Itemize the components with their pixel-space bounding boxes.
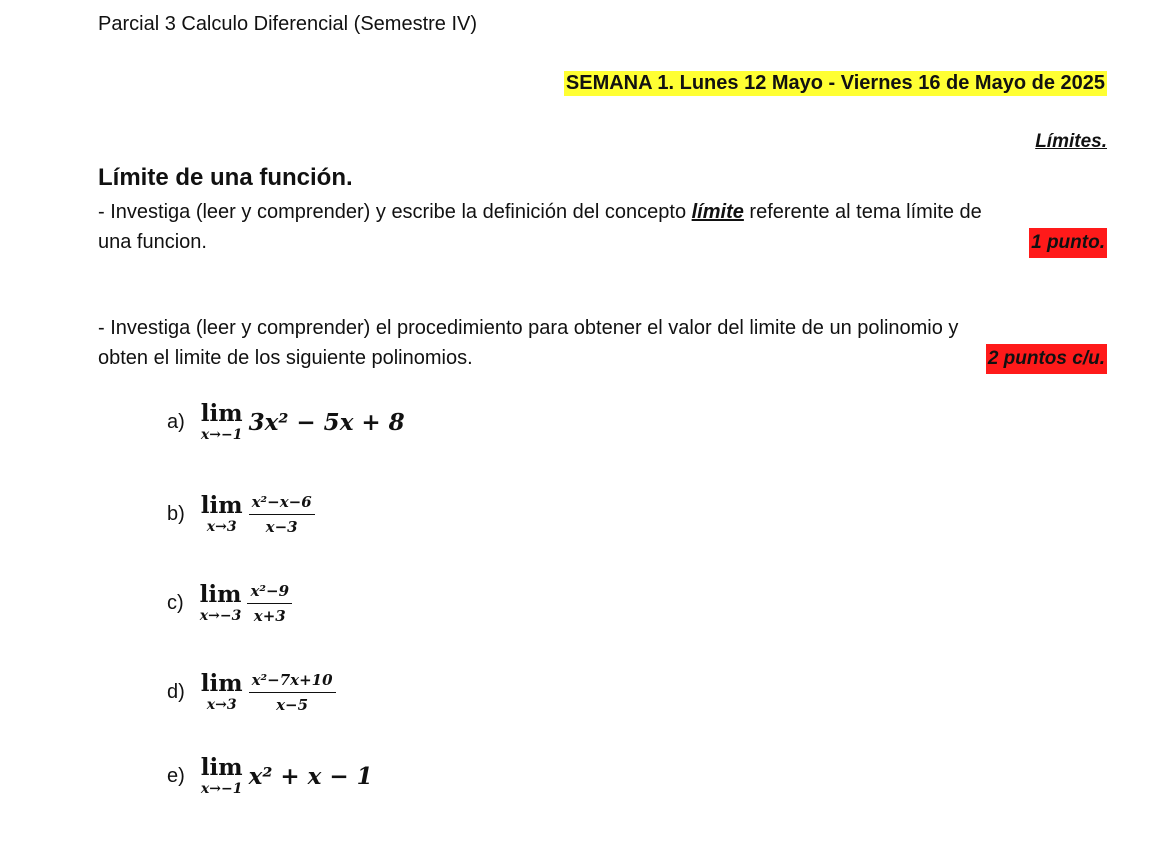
question-text	[98, 197, 982, 227]
denominator: x−5	[276, 695, 309, 714]
lim-word: lim	[200, 670, 243, 697]
question-line	[98, 197, 1107, 227]
lim-word: lim	[200, 400, 243, 427]
points-badge: 1 punto.	[1029, 228, 1107, 258]
exercise-label: d)	[167, 680, 185, 703]
limit-operator	[200, 582, 242, 624]
question-line	[98, 227, 1107, 258]
fraction	[247, 581, 292, 626]
limit-operator	[201, 493, 243, 535]
question-text-suffix: referente al tema límite de	[743, 201, 982, 223]
numerator: x²−x−6	[249, 492, 315, 515]
question-text: obten el limite de los siguiente polinomios.	[98, 347, 473, 369]
limit-operator	[201, 401, 243, 443]
points-badge: 2 puntos c/u.	[986, 344, 1107, 374]
limit-approach: x→3	[206, 697, 237, 713]
limit-expression: x² + x − 1	[248, 762, 373, 790]
week-banner: SEMANA 1. Lunes 12 Mayo - Viernes 16 de Mayo de 2025	[565, 72, 1105, 94]
exercise-b	[167, 484, 315, 544]
topic-label: Límites.	[1035, 131, 1107, 152]
question-line	[98, 343, 1107, 374]
denominator: x+3	[253, 606, 286, 625]
limit-operator	[201, 671, 243, 713]
document-header: Parcial 3 Calculo Diferencial (Semestre IV)	[98, 13, 478, 35]
exercise-label: e)	[167, 764, 185, 787]
exercise-label: a)	[167, 410, 185, 433]
question-polynomial-limits	[98, 313, 1107, 374]
limit-approach: x→−1	[200, 781, 243, 797]
question-text-prefix: - Investiga (leer y comprender) y escribe la definición del concepto	[98, 201, 692, 223]
question-line	[98, 313, 1107, 343]
lim-word: lim	[200, 754, 243, 781]
exercise-d	[167, 662, 336, 722]
fraction	[249, 670, 336, 715]
fraction	[249, 492, 315, 537]
lim-word: lim	[200, 492, 243, 519]
exercise-c	[167, 573, 292, 633]
lim-word: lim	[199, 581, 242, 608]
denominator: x−3	[265, 517, 298, 536]
limit-operator	[201, 755, 243, 797]
limit-expression: 3x² − 5x + 8	[248, 408, 405, 436]
question-text: - Investiga (leer y comprender) el procedimiento para obtener el valor del limite de un polinomio y	[98, 317, 959, 339]
exercise-label: b)	[167, 502, 185, 525]
question-definition	[98, 197, 1107, 258]
numerator: x²−9	[247, 581, 292, 604]
keyword-limite: límite	[691, 201, 744, 223]
exercise-a	[167, 392, 405, 452]
section-title: Límite de una función.	[98, 164, 353, 191]
limit-approach: x→3	[206, 519, 237, 535]
exercise-label: c)	[167, 591, 184, 614]
question-text: una funcion.	[98, 231, 207, 253]
numerator: x²−7x+10	[249, 670, 336, 693]
exercise-e	[167, 746, 373, 806]
limit-approach: x→−3	[199, 608, 242, 624]
limit-approach: x→−1	[200, 427, 243, 443]
